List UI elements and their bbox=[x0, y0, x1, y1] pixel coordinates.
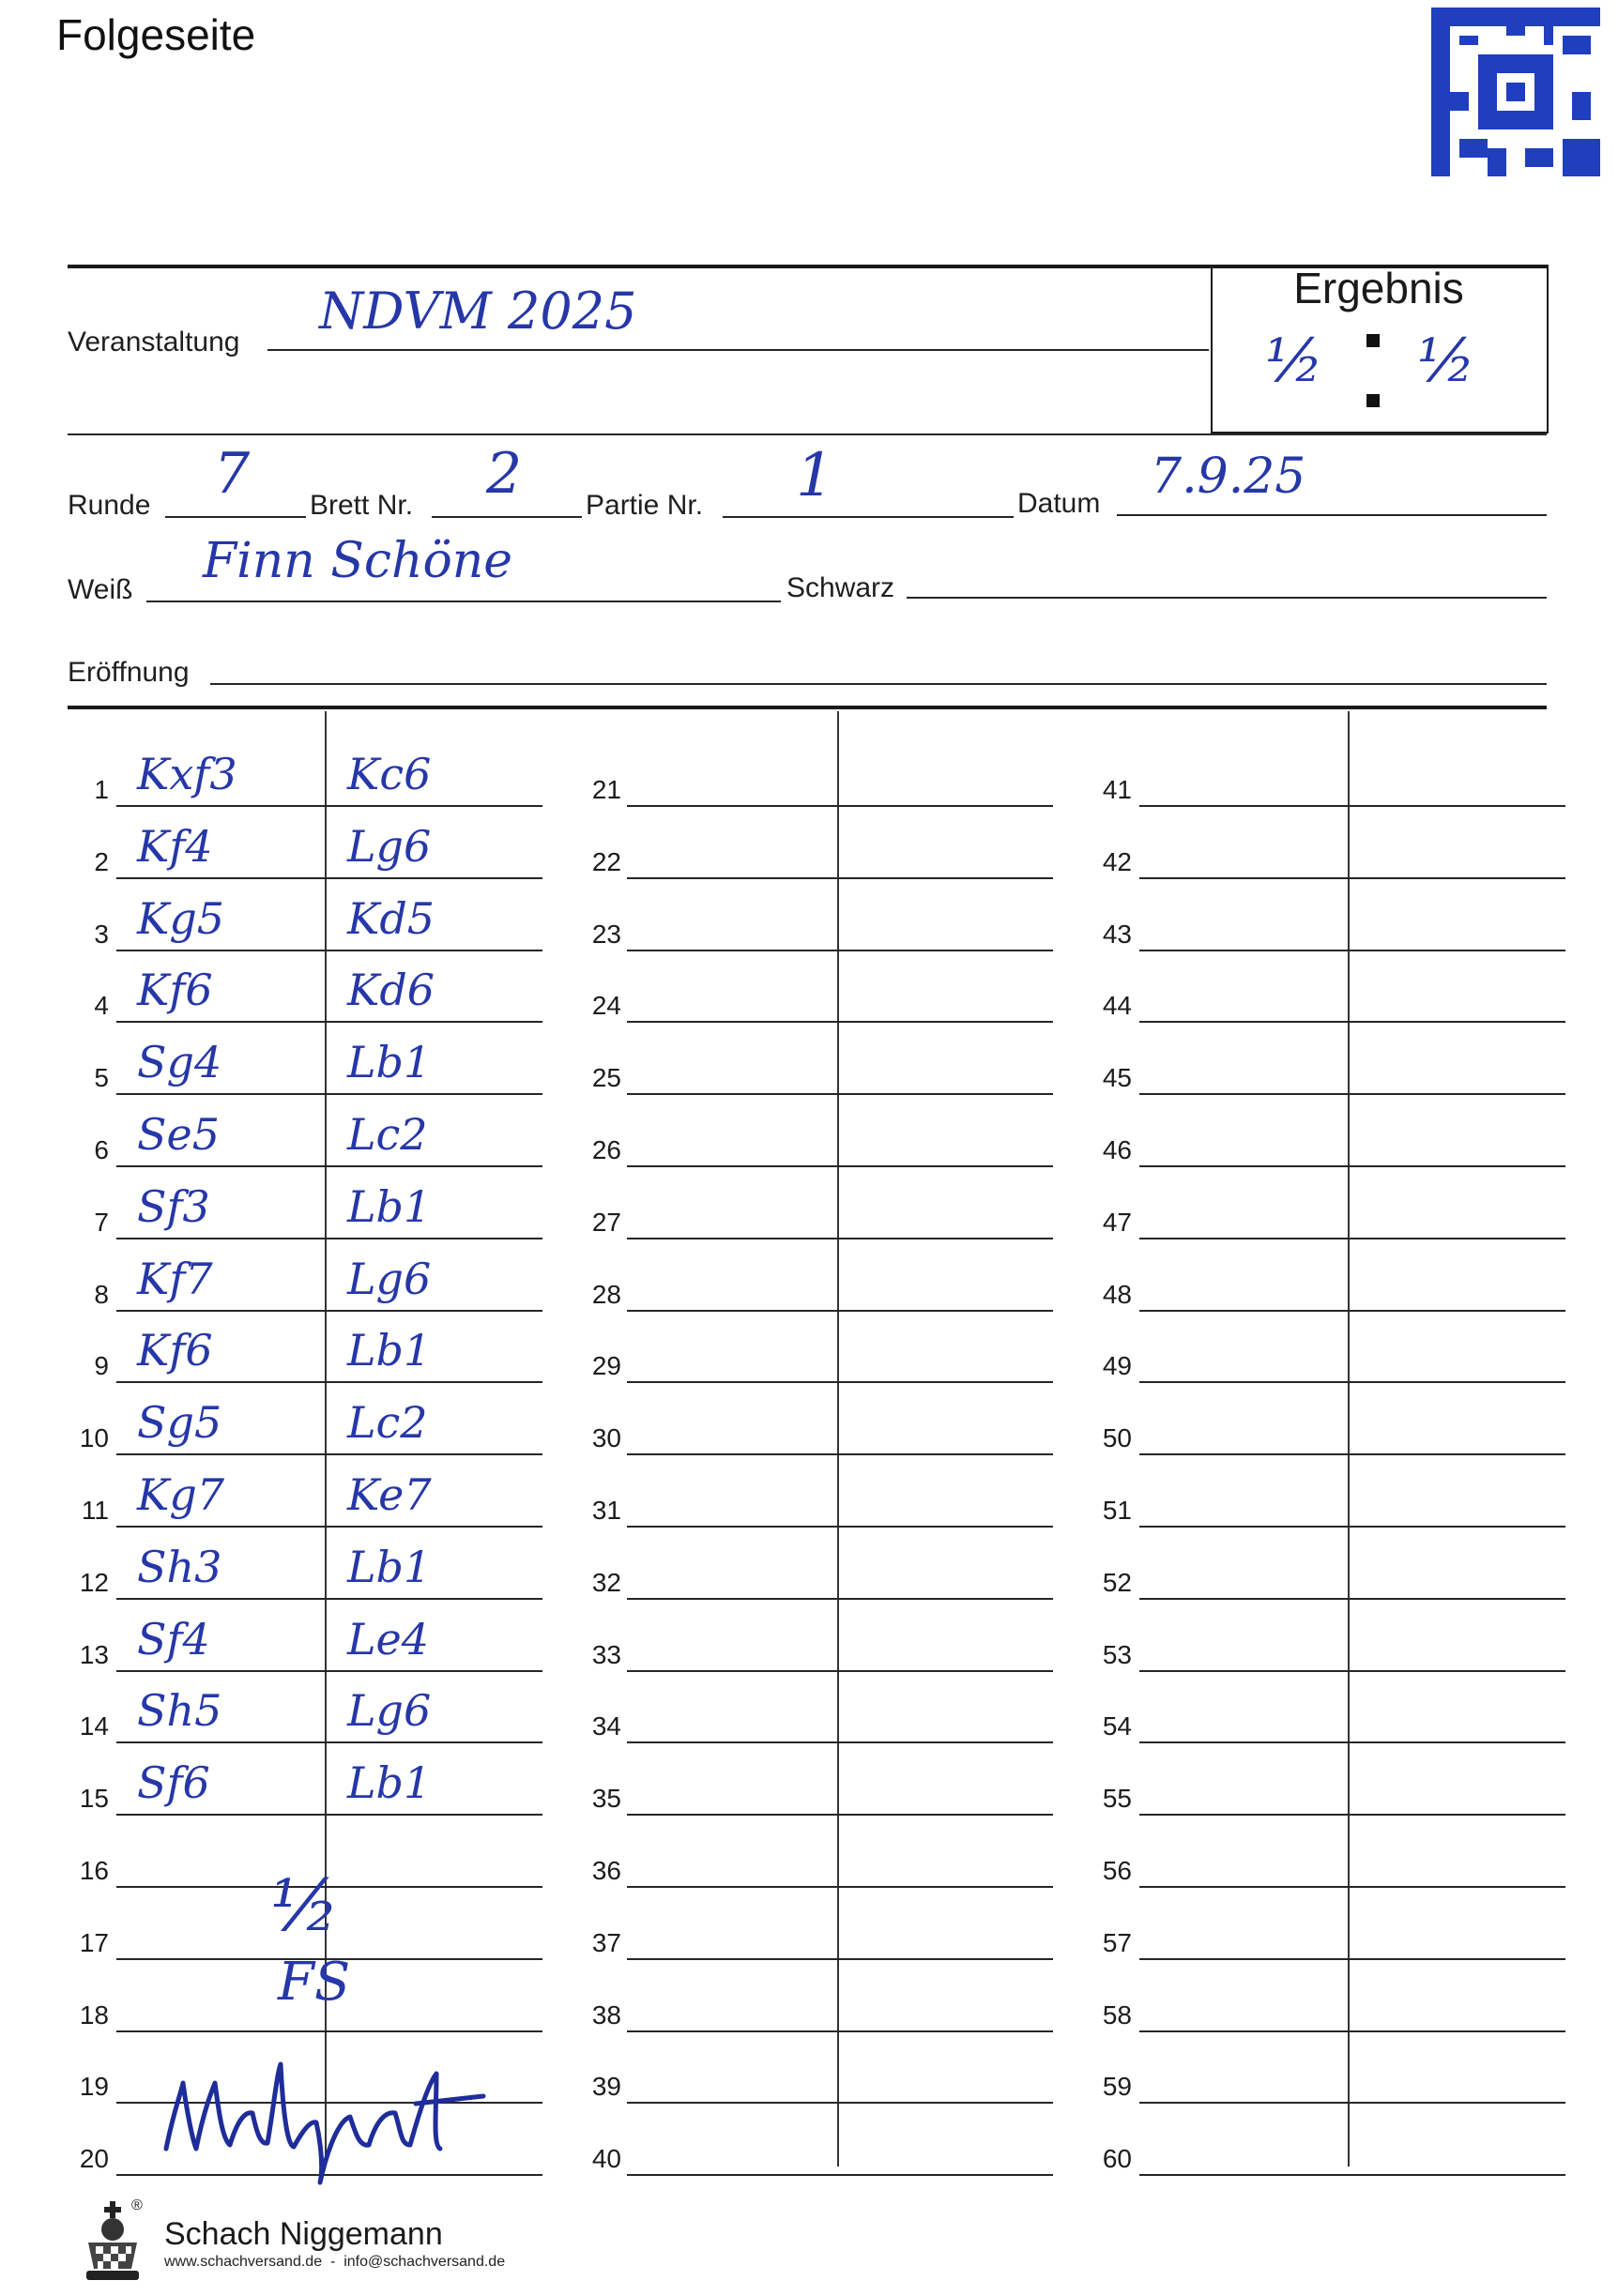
move-line bbox=[1139, 1238, 1565, 1239]
white-move: Sf6 bbox=[137, 1757, 210, 1808]
move-line bbox=[1139, 1310, 1565, 1312]
move-line bbox=[1139, 877, 1565, 879]
move-number: 7 bbox=[94, 1208, 109, 1237]
move-number: 26 bbox=[591, 1135, 621, 1164]
move-line bbox=[627, 877, 1053, 879]
move-number: 11 bbox=[81, 1496, 109, 1525]
move-number: 47 bbox=[1102, 1208, 1132, 1237]
move-line bbox=[627, 1814, 1053, 1816]
move-number: 12 bbox=[79, 1568, 109, 1597]
white-move: Sg5 bbox=[137, 1397, 222, 1448]
move-number: 6 bbox=[94, 1135, 109, 1164]
move-number: 31 bbox=[591, 1496, 621, 1525]
white-player-value: Finn Schöne bbox=[203, 533, 513, 589]
white-move: Se5 bbox=[137, 1109, 221, 1160]
move-number: 57 bbox=[1102, 1928, 1132, 1957]
move-line bbox=[627, 1165, 1053, 1167]
move-line bbox=[116, 1021, 542, 1023]
signature bbox=[155, 2055, 493, 2186]
move-number: 19 bbox=[79, 2072, 109, 2101]
move-line bbox=[116, 1238, 542, 1239]
move-line bbox=[116, 1093, 542, 1095]
move-line bbox=[1139, 1741, 1565, 1743]
move-number: 60 bbox=[1102, 2144, 1132, 2173]
move-line bbox=[116, 1165, 542, 1167]
move-number: 45 bbox=[1102, 1063, 1132, 1092]
move-line bbox=[116, 805, 542, 807]
move-line bbox=[1139, 950, 1565, 951]
move-number: 36 bbox=[591, 1856, 621, 1885]
event-label: Veranstaltung bbox=[68, 327, 240, 357]
moves-top-rule bbox=[68, 706, 1547, 709]
move-number: 13 bbox=[79, 1640, 109, 1669]
white-player-label: Weiß bbox=[68, 574, 133, 605]
move-number: 24 bbox=[591, 991, 621, 1020]
move-number: 42 bbox=[1102, 847, 1132, 876]
white-move: Sh5 bbox=[137, 1685, 222, 1736]
move-number: 9 bbox=[94, 1351, 109, 1380]
move-number: 54 bbox=[1102, 1711, 1132, 1741]
white-move: Kf7 bbox=[137, 1254, 213, 1304]
move-number: 50 bbox=[1102, 1423, 1132, 1452]
result-black-score: ½ bbox=[1417, 327, 1476, 396]
move-number: 59 bbox=[1102, 2072, 1132, 2101]
column-divider bbox=[325, 711, 327, 2167]
move-line bbox=[1139, 1453, 1565, 1455]
white-move: Kg5 bbox=[137, 893, 225, 944]
date-value: 7.9.25 bbox=[1151, 449, 1306, 505]
move-line bbox=[1139, 2102, 1565, 2104]
move-number: 1 bbox=[94, 775, 109, 804]
move-line bbox=[116, 1310, 542, 1312]
move-number: 38 bbox=[591, 2000, 621, 2030]
move-number: 40 bbox=[591, 2144, 621, 2173]
move-line bbox=[627, 950, 1053, 951]
board-value: 2 bbox=[486, 441, 523, 507]
white-move: Kf6 bbox=[137, 1325, 213, 1376]
move-number: 53 bbox=[1102, 1640, 1132, 1669]
move-line bbox=[116, 1526, 542, 1528]
move-number: 14 bbox=[79, 1711, 109, 1741]
move-number: 16 bbox=[79, 1856, 109, 1885]
move-line bbox=[627, 2174, 1053, 2176]
move-line bbox=[116, 2030, 542, 2032]
move-line bbox=[627, 1093, 1053, 1095]
black-move: Lb1 bbox=[347, 1542, 432, 1592]
black-move: Lc2 bbox=[347, 1397, 428, 1448]
move-number: 10 bbox=[79, 1423, 109, 1452]
move-number: 18 bbox=[79, 2000, 109, 2030]
black-move: Lg6 bbox=[347, 821, 432, 872]
move-line bbox=[627, 1526, 1053, 1528]
event-value: NDVM 2025 bbox=[319, 281, 637, 341]
page-title: Folgeseite bbox=[56, 10, 256, 59]
round-label: Runde bbox=[68, 490, 151, 521]
move-number: 27 bbox=[591, 1208, 621, 1237]
header-bottom-rule bbox=[68, 433, 1547, 435]
footer-brand: Schach Niggemann bbox=[164, 2216, 443, 2252]
move-line bbox=[627, 1310, 1053, 1312]
move-line bbox=[1139, 1526, 1565, 1528]
move-number: 52 bbox=[1102, 1568, 1132, 1597]
move-line bbox=[627, 1670, 1053, 1672]
black-move: Le4 bbox=[347, 1614, 430, 1665]
move-number: 41 bbox=[1102, 775, 1132, 804]
white-move: Kf4 bbox=[137, 821, 213, 872]
move-number: 37 bbox=[591, 1928, 621, 1957]
move-number: 49 bbox=[1102, 1351, 1132, 1380]
move-line bbox=[627, 1741, 1053, 1743]
move-line bbox=[1139, 1670, 1565, 1672]
move-number: 3 bbox=[94, 920, 109, 949]
move-number: 8 bbox=[94, 1280, 109, 1309]
result-label: Ergebnis bbox=[1293, 264, 1464, 312]
white-move: Sg4 bbox=[137, 1037, 222, 1087]
move-line bbox=[116, 1814, 542, 1816]
game-label: Partie Nr. bbox=[586, 490, 704, 521]
column-divider bbox=[1348, 711, 1350, 2167]
move-line bbox=[116, 1670, 542, 1672]
move-number: 44 bbox=[1102, 991, 1132, 1020]
result-note: ½ bbox=[270, 1863, 340, 1947]
game-line bbox=[723, 516, 1014, 518]
opening-label: Eröffnung bbox=[68, 657, 190, 688]
move-line bbox=[116, 1381, 542, 1383]
move-number: 35 bbox=[591, 1784, 621, 1813]
move-number: 43 bbox=[1102, 920, 1132, 949]
move-number: 56 bbox=[1102, 1856, 1132, 1885]
move-number: 58 bbox=[1102, 2000, 1132, 2030]
board-label: Brett Nr. bbox=[310, 490, 414, 521]
black-player-line bbox=[907, 597, 1547, 599]
black-move: Kd6 bbox=[347, 965, 435, 1015]
move-line bbox=[1139, 1958, 1565, 1960]
black-move: Kc6 bbox=[347, 749, 432, 799]
move-number: 5 bbox=[94, 1063, 109, 1092]
move-line bbox=[627, 2102, 1053, 2104]
black-move: Ke7 bbox=[347, 1469, 432, 1520]
move-line bbox=[1139, 1093, 1565, 1095]
move-number: 30 bbox=[591, 1423, 621, 1452]
move-number: 15 bbox=[79, 1784, 109, 1813]
move-number: 21 bbox=[591, 775, 621, 804]
opening-line bbox=[210, 683, 1547, 685]
board-line bbox=[432, 516, 582, 518]
move-line bbox=[1139, 1886, 1565, 1888]
event-line bbox=[267, 349, 1209, 351]
black-move: Lb1 bbox=[347, 1181, 432, 1232]
move-number: 39 bbox=[591, 2072, 621, 2101]
white-move: Sh3 bbox=[137, 1542, 222, 1592]
move-line bbox=[116, 877, 542, 879]
move-line bbox=[1139, 2030, 1565, 2032]
move-number: 4 bbox=[94, 991, 109, 1020]
move-line bbox=[1139, 1021, 1565, 1023]
move-line bbox=[1139, 1165, 1565, 1167]
move-number: 48 bbox=[1102, 1280, 1132, 1309]
black-move: Lb1 bbox=[347, 1325, 432, 1376]
move-number: 17 bbox=[79, 1928, 109, 1957]
move-number: 23 bbox=[591, 920, 621, 949]
black-move: Lg6 bbox=[347, 1685, 432, 1736]
move-number: 22 bbox=[591, 847, 621, 876]
white-move: Kf6 bbox=[137, 965, 213, 1015]
move-line bbox=[1139, 805, 1565, 807]
game-value: 1 bbox=[796, 441, 834, 510]
move-line bbox=[627, 1958, 1053, 1960]
move-line bbox=[627, 1381, 1053, 1383]
round-line bbox=[165, 516, 306, 518]
move-line bbox=[1139, 1814, 1565, 1816]
white-move: Sf3 bbox=[137, 1181, 210, 1232]
white-move: Kxf3 bbox=[137, 749, 237, 799]
move-line bbox=[627, 1598, 1053, 1600]
initials-note: FS bbox=[278, 1952, 351, 2013]
move-number: 29 bbox=[591, 1351, 621, 1380]
move-number: 55 bbox=[1102, 1784, 1132, 1813]
move-line bbox=[116, 950, 542, 951]
move-number: 28 bbox=[591, 1280, 621, 1309]
move-line bbox=[627, 805, 1053, 807]
result-white-score: ½ bbox=[1265, 327, 1324, 396]
black-move: Lg6 bbox=[347, 1254, 432, 1304]
black-move: Lb1 bbox=[347, 1037, 432, 1087]
move-line bbox=[627, 1238, 1053, 1239]
move-number: 34 bbox=[591, 1711, 621, 1741]
registered-mark: ® bbox=[131, 2197, 143, 2213]
black-move: Lb1 bbox=[347, 1757, 432, 1808]
move-line bbox=[1139, 2174, 1565, 2176]
move-line bbox=[116, 1741, 542, 1743]
move-number: 20 bbox=[79, 2144, 109, 2173]
date-label: Datum bbox=[1017, 488, 1101, 519]
qr-code bbox=[1431, 8, 1600, 176]
move-line bbox=[1139, 1381, 1565, 1383]
result-separator-dot-top bbox=[1366, 334, 1380, 347]
move-line bbox=[1139, 1598, 1565, 1600]
move-number: 46 bbox=[1102, 1135, 1132, 1164]
move-number: 2 bbox=[94, 847, 109, 876]
white-move: Kg7 bbox=[137, 1469, 225, 1520]
move-number: 51 bbox=[1102, 1496, 1132, 1525]
white-move: Sf4 bbox=[137, 1614, 210, 1665]
move-number: 32 bbox=[591, 1568, 621, 1597]
white-player-line bbox=[146, 601, 781, 602]
move-line bbox=[116, 1598, 542, 1600]
date-line bbox=[1117, 514, 1547, 516]
move-line bbox=[627, 2030, 1053, 2032]
footer-contact: www.schachversand.de - info@schachversand.de bbox=[164, 2254, 506, 2270]
move-number: 25 bbox=[591, 1063, 621, 1092]
move-number: 33 bbox=[591, 1640, 621, 1669]
move-line bbox=[627, 1021, 1053, 1023]
column-divider bbox=[837, 711, 839, 2167]
move-line bbox=[116, 1453, 542, 1455]
round-value: 7 bbox=[214, 441, 251, 507]
black-move: Kd5 bbox=[347, 893, 435, 944]
move-line bbox=[627, 1886, 1053, 1888]
black-player-label: Schwarz bbox=[786, 572, 895, 603]
result-separator-dot-bottom bbox=[1366, 394, 1380, 407]
black-move: Lc2 bbox=[347, 1109, 428, 1160]
move-line bbox=[627, 1453, 1053, 1455]
